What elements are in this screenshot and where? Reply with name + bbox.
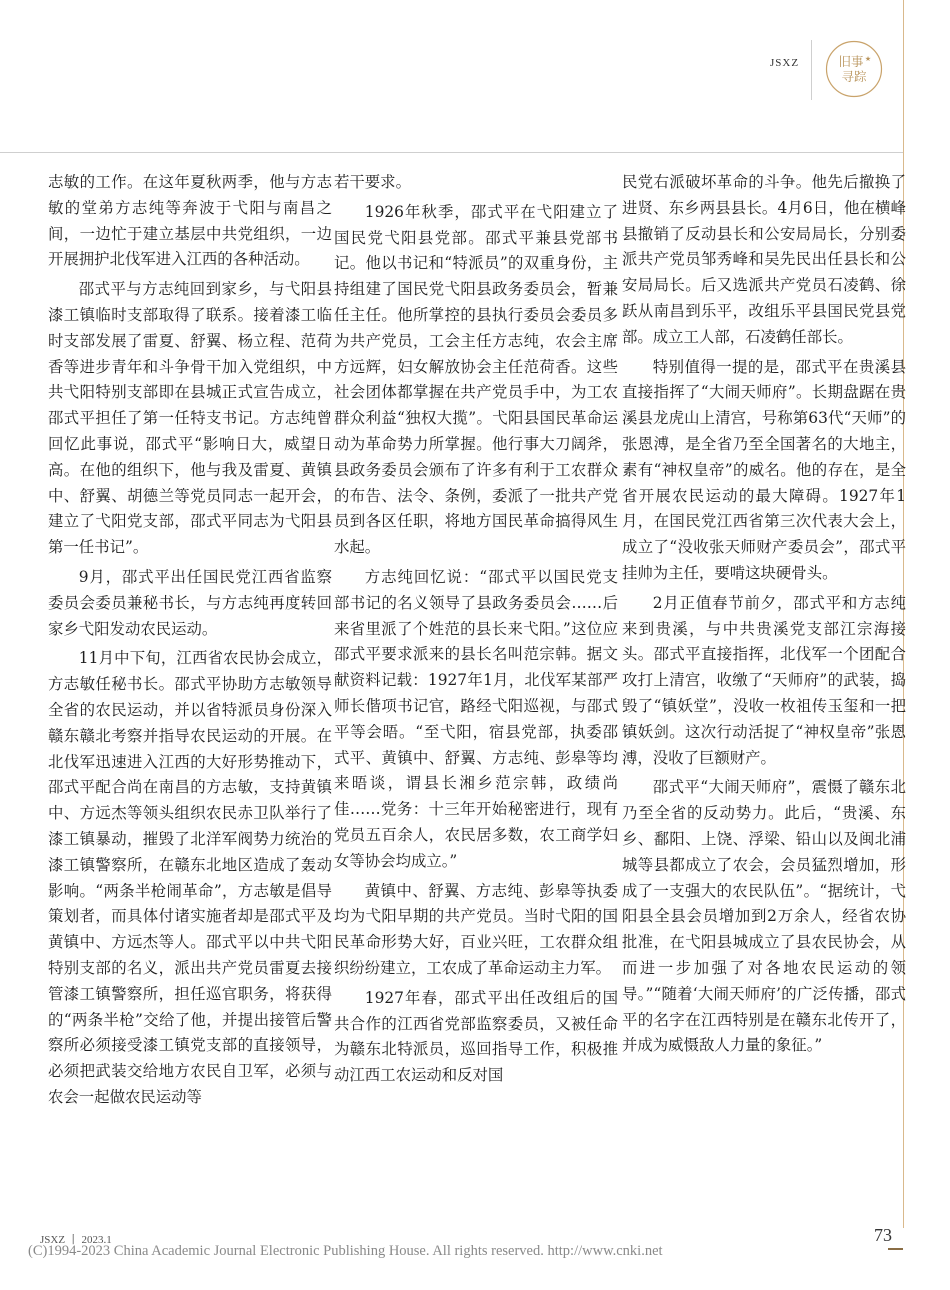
copyright-notice: (C)1994-2023 China Academic Journal Electronic Publishing House. All rights reserved. http://www.cnki.net	[28, 1243, 663, 1259]
page-number-tick	[888, 1248, 903, 1250]
paragraph: 特别值得一提的是，邵式平在贵溪县直接指挥了“大闹天师府”。长期盘踞在贵溪县龙虎山上清宫，号称第63代“天师”的张恩溥，是全省乃至全国著名的大地主，素有“神权皇帝”的威名。他的存在，是全省开展农民运动的最大障碍。1927年1月，在国民党江西省第三次代表大会上，成立了“没收张天师财产委员会”，邵式平挂帅为主任，要啃这块硬骨头。	[622, 357, 906, 582]
text-column-3	[622, 170, 906, 1059]
paragraph: 2月正值春节前夕，邵式平和方志纯来到贵溪，与中共贵溪党支部江宗海接头。邵式平直接指挥，北伐军一个团配合攻打上清宫，收缴了“天师府”的武装，捣毁了“镇妖堂”，没收一枚祖传玉玺和一把镇妖剑。这次行动活捉了“神权皇帝”张恩溥，没收了巨额财产。	[622, 593, 906, 767]
paragraph: 黄镇中、舒翼、方志纯、彭皋等执委均为弋阳早期的共产党员。当时弋阳的国民革命形势大好，百业兴旺，工农群众组织纷纷建立，工农成了革命运动主力军。	[334, 881, 618, 977]
footer-issue: JSXZ 丨 2023.1	[40, 1234, 112, 1246]
paragraph: 若干要求。	[334, 173, 411, 191]
logo-text-top: 旧事	[838, 54, 864, 69]
column-logo-icon	[824, 39, 884, 99]
text-column-1	[48, 170, 332, 1111]
paragraph: 志敏的工作。在这年夏秋两季，他与方志敏的堂弟方志纯等奔波于弋阳与南昌之间，一边忙于建立基层中共党组织，一边开展拥护北伐军进入江西的各种活动。	[48, 173, 332, 269]
paragraph: 民党右派破坏革命的斗争。他先后撤换了进贤、东乡两县县长。4月6日，他在横峰县撤销了反动县长和公安局局长，分别委派共产党员邹秀峰和吴先民出任县长和公安局局长。后又选派共产党员石凌鹤、徐跃从南昌到乐平，改组乐平县国民党县党部。成立工人部，石凌鹤任部长。	[622, 173, 906, 346]
header-divider	[0, 152, 903, 153]
page-number: 73	[874, 1225, 892, 1245]
paragraph: 方志纯回忆说：“邵式平以国民党支部书记的名义领导了县政务委员会……后来省里派了个姓范的县长来弋阳。”这位应邵式平要求派来的县长名叫范宗韩。据文献资料记载：1927年1月，北伐军某部严师长偕项书记官，路经弋阳巡视，与邵式平等会晤。“至弋阳，宿县党部，执委邵式平、黄镇中、舒翼、方志纯、彭皋等均来晤谈，谓县长湘乡范宗韩，政绩尚佳……党务：十三年开始秘密进行，现有党员五百余人，农民居多数，农工商学妇女等协会均成立。”	[334, 567, 618, 870]
paragraph: 9月，邵式平出任国民党江西省监察委员会委员兼秘书长，与方志纯再度转回家乡弋阳发动农民运动。	[48, 567, 332, 638]
text-column-2	[334, 170, 618, 1089]
paragraph: 邵式平“大闹天师府”，震慑了赣东北乃至全省的反动势力。此后，“贵溪、东乡、鄱阳、上饶、浮梁、铅山以及闽北浦城等县都成立了农会，会员猛烈增加，形成了一支强大的农民队伍”。“据统计，弋阳县全县会员增加到2万余人，经省农协批准，在弋阳县城成立了县农民协会，从而进一步加强了对各地农民运动的领导。”“随着‘大闹天师府’的广泛传播，邵式平的名字在江西特别是在赣东北传开了，并成为威慑敌人力量的象征。”	[622, 778, 906, 1055]
paragraph: 邵式平与方志纯回到家乡，与弋阳县漆工镇临时支部取得了联系。接着漆工临时支部发展了雷夏、舒翼、杨立程、范荷香等进步青年和斗争骨干加入党组织，中共弋阳特别支部即在县城正式宣告成立，邵式平担任了第一任特支书记。方志纯曾回忆此事说，邵式平“影响日大，威望日高。在他的组织下，他与我及雷夏、黄镇中、舒翼、胡德兰等党员同志一起开会，建立了弋阳党支部，邵式平同志为弋阳县第一任书记”。	[48, 280, 332, 557]
logo-text-bottom: 寻踪	[841, 69, 867, 84]
paragraph: 11月中下旬，江西省农民协会成立，方志敏任秘书长。邵式平协助方志敏领导全省的农民运动，并以省特派员身份深入赣东赣北考察并指导农民运动的开展。在北伐军迅速进入江西的大好形势推动下，邵式平配合尚在南昌的方志敏，支持黄镇中、方远杰等领头组织农民赤卫队举行了漆工镇暴动，摧毁了北洋军阀势力统治的漆工镇警察所，在赣东北地区造成了轰动影响。“两条半枪闹革命”，方志敏是倡导策划者，而具体付诸实施者却是邵式平及黄镇中、方远杰等人。邵式平以中共弋阳特别支部的名义，派出共产党员雷夏去接管漆工镇警察所，担任巡官职务，将获得的“两条半枪”交给了他，并提出接管后警察所必须接受漆工镇党支部的直接领导，必须把武装交给地方农民自卫军，必须与农会一起做农民运动等	[48, 649, 332, 1106]
journal-code: JSXZ	[770, 57, 800, 69]
paragraph: 1926年秋季，邵式平在弋阳建立了国民党弋阳县党部。邵式平兼县党部书记。他以书记和“特派员”的双重身份，主持组建了国民党弋阳县政务委员会，暂兼任主任。他所掌控的县执行委员会委员多为共产党员，工会主任方志纯，农会主席方远辉，妇女解放协会主任范荷香。这些社会团体都掌握在共产党员手中，为工农群众利益“独权大揽”。弋阳县国民革命运动为革命势力所掌握。他行事大刀阔斧，县政务委员会颁布了许多有利于工农群众的布告、法令、条例，委派了一批共产党员到各区任职，将地方国民革命搞得风生水起。	[334, 202, 618, 557]
paragraph: 1927年春，邵式平出任改组后的国共合作的江西省党部监察委员，又被任命为赣东北特派员，巡回指导工作，积极推动江西工农运动和反对国	[334, 988, 618, 1085]
logo-star-icon: ★	[864, 55, 872, 63]
header-separator	[811, 40, 812, 100]
